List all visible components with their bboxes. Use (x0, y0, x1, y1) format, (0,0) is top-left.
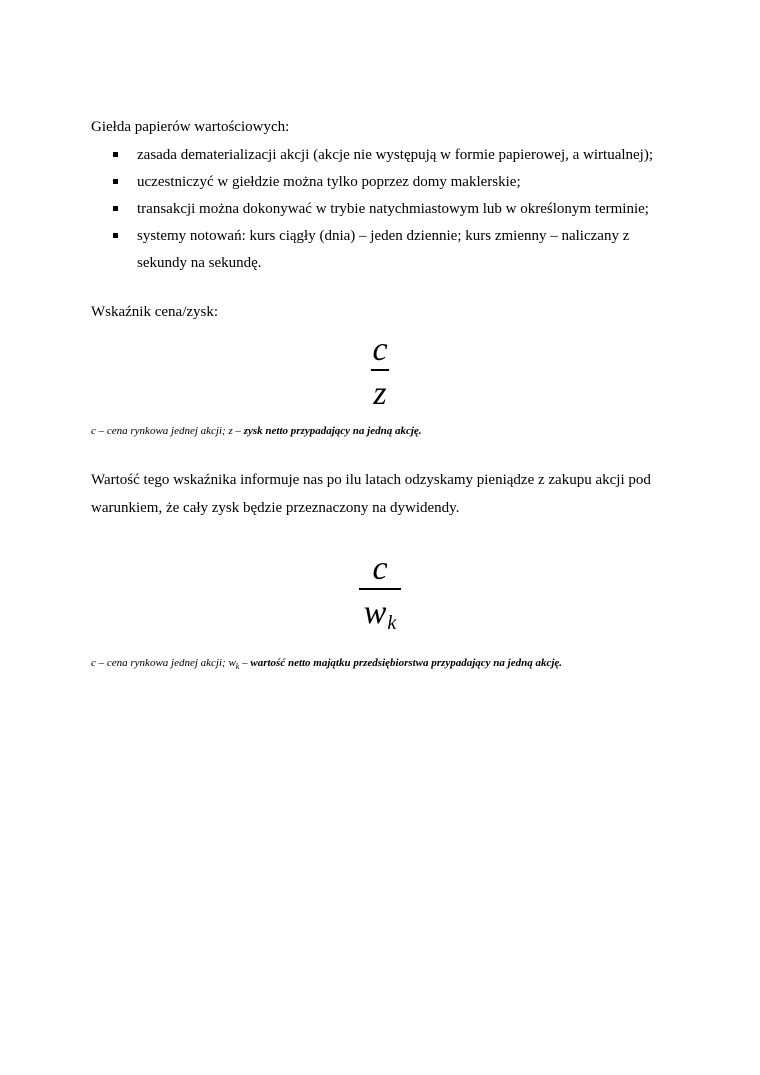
square-bullet-icon (113, 179, 118, 184)
formula-note (91, 424, 422, 438)
formula-denominator-main: w (363, 594, 387, 631)
square-bullet-icon (113, 233, 118, 238)
list-item (91, 196, 681, 223)
list-item-text: systemy notowań: kurs ciągły (dnia) – jeden dziennie; kurs zmienny – naliczany z sekundy na sekundę. (137, 228, 630, 271)
formula-numerator: c (372, 550, 388, 587)
list-item-text: zasada dematerializacji akcji (akcje nie występują w formie papierowej, a wirtualnej); (137, 147, 654, 163)
explanation-paragraph: Wartość tego wskaźnika informuje nas po ilu latach odzyskamy pieniądze z zakupu akcji pod warunkiem, że cały zysk będzie przeznaczony na dywidendy. (91, 472, 651, 516)
formula-denominator-subscript: k (387, 612, 397, 634)
note-subscript: k (235, 662, 240, 672)
formula-numerator: c (372, 331, 388, 368)
note-emphasis: zysk netto przypadający na jedną akcję. (243, 425, 422, 437)
formula-price-book (352, 552, 408, 640)
note-emphasis: wartość netto majątku przedsiębiorstwa przypadający na jedną akcję. (250, 657, 563, 669)
square-bullet-icon (113, 206, 118, 211)
square-bullet-icon (113, 152, 118, 157)
formula-price-earnings (355, 333, 405, 411)
fraction-bar (371, 369, 389, 371)
formula-denominator: z (373, 375, 387, 412)
bullet-list (91, 142, 681, 277)
formula-denominator (364, 596, 397, 640)
formula-note (91, 656, 562, 674)
list-item (91, 142, 681, 169)
list-item-text: transakcji można dokonywać w trybie natychmiastowym lub w określonym terminie; (137, 201, 649, 217)
document-heading: Giełda papierów wartościowych: (91, 119, 290, 135)
list-item (91, 223, 681, 277)
section-title: Wskaźnik cena/zysk: (91, 304, 219, 320)
note-definition: c – cena rynkowa jednej akcji; z – (91, 425, 244, 437)
list-item-text: uczestniczyć w giełdzie można tylko poprzez domy maklerskie; (137, 174, 521, 190)
note-separator: – (239, 657, 251, 669)
list-item (91, 169, 681, 196)
note-definition: c – cena rynkowa jednej akcji; w (91, 657, 236, 669)
fraction-bar (359, 588, 401, 590)
